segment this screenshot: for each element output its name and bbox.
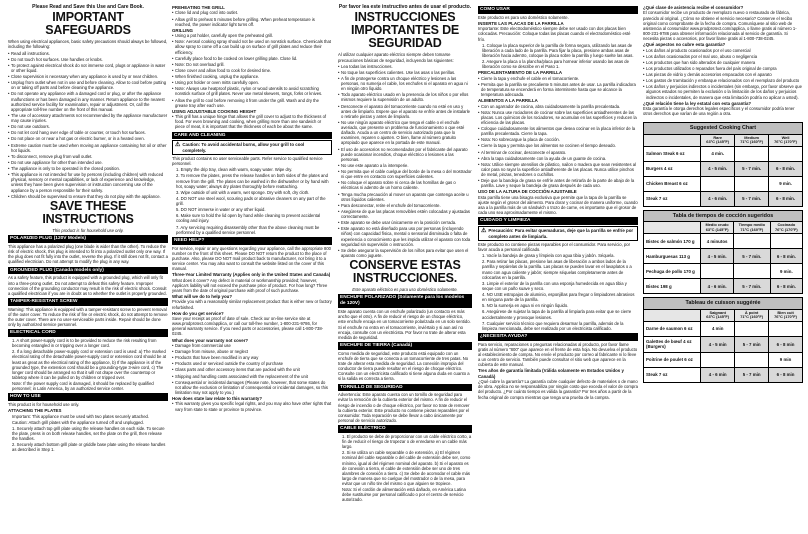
household-use-note: This product is for household use only. xyxy=(52,228,124,234)
tamper-screw-heading: TAMPER-RESISTANT SCREW xyxy=(8,298,168,306)
list-item: • Do not use outdoors. xyxy=(8,124,168,129)
time-cell: 4 minutos xyxy=(701,234,734,249)
electrical-cord-heading: ELECTRICAL CORD xyxy=(8,329,168,337)
what-do-list xyxy=(172,343,332,395)
food-cell: Chicken Breast 6 oz xyxy=(644,176,701,191)
es-safeguards-list xyxy=(338,64,472,258)
es-cord-list xyxy=(338,434,472,503)
list-item: • No toque las superficies calientes. Use las asas o las perillas. xyxy=(338,70,472,75)
english-safeguards-column xyxy=(8,4,168,454)
list-item: 6. Make sure to hold the lid open by hand while cleaning to prevent accidental cooling and injury. xyxy=(176,213,321,224)
time-cell: 4 - 5 min. xyxy=(701,161,735,176)
list-item: • Glass parts and other accessory items that are packed with the unit xyxy=(172,367,332,372)
header-temp: 76°C (170°F) xyxy=(774,139,797,145)
list-item: 3. Limpie el exterior de la parrilla con una esponja humedecida en agua tibia y seque con un paño suave y seco. xyxy=(482,280,627,291)
list-item: • Do not let cord hang over edge of table or counter, or touch hot surfaces. xyxy=(8,130,168,135)
care-intro: This product contains no user serviceable parts. Refer service to qualified service personnel. xyxy=(172,156,323,167)
list-item: • Permita que la parrilla se precaliente 5 minutos antes de usar. La parrilla indicadora de temperatura se encenderá en forma intermitente hasta que se alcance la temperatura adecuada. xyxy=(478,82,638,97)
table-header-row xyxy=(644,309,803,321)
header-saignant xyxy=(701,309,735,321)
list-item: • Todo aparato eléctrico usado en la presencia de los niños o por ellos mismos requiere la supervisión de un adulto. xyxy=(338,92,472,102)
grounded-plug-heading: GROUNDED PLUG (Canada models only) xyxy=(8,267,168,275)
food-cell: Steak 7 oz xyxy=(644,191,701,206)
es-grounded-text: Como medida de seguridad, este producto está equipado con un enchufe de tierra que se conecta a un tomacorriente de tres patas. No trate de alterar esta medida de seguridad. La conexión impropia del conductor de tierra puede resultar en el riesgo de choque eléctrico. Consulte con un electricista calificado si tiene alguna duda en cuanto a si la salida es correcta a tierra. xyxy=(338,350,470,382)
read-notice: Please Read and Save this Use and Care Book. xyxy=(32,4,144,10)
time-cell xyxy=(735,321,769,336)
safeguards-list xyxy=(8,51,168,199)
food-cell: Poitrine de poulet 6 oz xyxy=(644,352,701,367)
list-item: • Los daños y perjuicios indirectos o incidentales (sin embargo, por favor observe que algunos estados no permiten la exclusión o la limitación de los daños y perjuicios indirectos o incidentales, de manera que esta limitación podría no aplicar a usted). xyxy=(643,84,803,99)
list-item: • Al terminar de cocinar, desconecte el aparato. xyxy=(478,150,638,155)
how-to-use-intro: This product is for household use only. xyxy=(8,402,80,408)
list-item: • Using pot holder or oven mitts carefully open. xyxy=(172,80,332,85)
time-cell xyxy=(770,234,802,249)
list-item: • No use este aparato a la intemperie. xyxy=(338,163,472,168)
list-item: • Carefully place food to be cooked on lower grilling plate. Close lid. xyxy=(172,56,332,61)
es-cord-heading: CABLE ELÉCTRICO xyxy=(338,425,472,433)
list-item: 6. Asegúrese de sujetar la tapa de la parrilla al limpiarla para evitar que se cierre accidentalmente y provoque lesiones. xyxy=(482,309,632,320)
list-item: • Extreme caution must be used when moving an appliance containing hot oil or other hot liquids. xyxy=(8,143,168,153)
es-attach-list xyxy=(478,43,638,70)
preheating-list xyxy=(172,10,332,26)
header-well xyxy=(769,134,803,146)
how-to-use-heading: HOW TO USE xyxy=(8,393,168,401)
table-row xyxy=(644,146,803,161)
header-label: Cocinado xyxy=(777,222,796,228)
list-item: • Los productos utilizados o reparados fuera del país original de compra xyxy=(643,66,803,71)
list-item: 2. Si se utiliza un cable separable o de extensión, a) El régimen nominal del cable separable o del cable de extensión debe ser, como mínimo, igual al del régimen nominal del aparato. b) Si el aparato es de conexión a tierra, el cable de extensión debe ser uno de tres alambres de conexión a tierra. c) Se debe de acomodar el cable más largo de manera que no cuelgue del mostrador o de la mesa, para evitar que un niño tire del mismo o que alguien se tropiece. xyxy=(342,450,471,487)
list-item: 2. If a long detachable power-supply cord or extension cord is used: a) The marked electrical rating of the detachable power-supply cord or extension cord should be at least as great as the electrical rating of the appliance, b) If the appliance is of the grounded type, the extension cord should be a grounding-type 3-wire cord, c) The longer cord should be arranged so that it will not drape over the countertop or tabletop where it can be pulled on by children or tripped over. xyxy=(12,349,167,380)
header-tiempo-medio xyxy=(733,222,770,234)
spanish-warranty-and-charts-column xyxy=(643,4,803,386)
time-cell xyxy=(769,321,803,336)
time-cell: 4 - 6 min. xyxy=(701,191,735,206)
list-item: • Se debe asegurar la supervisión de los niños para evitar que usen el aparato como juguete. xyxy=(338,248,472,258)
time-cell xyxy=(769,146,803,161)
header-temp: 71°C (160°F) xyxy=(740,314,764,320)
list-item: • Nota: Utilice siempre utensilios de plástico, nailon o madera que sean resistentes al calor para no rayar la superficie antiadherente de las placas. Nunca utilice pinchos de metal, pinzas, tenedores o cuchillos. xyxy=(478,162,638,177)
list-item: • Do not touch hot surfaces. Use handles or knobs. xyxy=(8,57,168,62)
es-read-notice: Por favor lea este instructivo antes de usar el producto. xyxy=(338,4,472,10)
es-howto-heading: COMO USAR xyxy=(478,6,638,14)
time-cell xyxy=(733,264,770,279)
time-cell: 4 - 5 min. xyxy=(701,249,734,264)
list-item: 2. Securely attach bottom grill plate or griddle base plate using the release handles as described in Step 1. xyxy=(12,442,166,453)
list-item: 2. Para retirar las placas, presione las asas de liberación a ambos lados de la parrilla y sepárelas de la parrilla. Las placas se pueden lavar en el lavaplatos o a mano con agua caliente y jabón; siempre séquelas completamente antes de colocarlas en la parrilla. xyxy=(482,259,632,280)
es-notcovered-list xyxy=(643,48,803,100)
list-item: 4. DO NOT use steel wool, scouring pads or abrasive cleaners on any part of the grill. xyxy=(176,195,326,207)
food-cell: Pechuga de pollo 170 g xyxy=(644,264,701,279)
time-cell: 4 - 5 min xyxy=(701,336,735,352)
list-item: • Products used or serviced outside the country of purchase xyxy=(172,361,332,366)
header-label: Rare xyxy=(713,134,723,140)
list-item: • Nota: No sobrecargue la placa de cocción. xyxy=(478,137,638,142)
list-item: • Desconecte el aparato del tomacorriente cuando no esté en uso y antes de limpiarlo. Espere que el aparato se enfríe antes de instalarle o retirarle piezas y antes de limpiarlo. xyxy=(338,104,472,119)
es-preheat-heading: PRECALENTAMIENTO DE LA PARRILLA xyxy=(478,70,562,76)
cooking-guide-table xyxy=(643,122,803,207)
list-item: • No coloque el aparato sobre ni cerca de las hornillas de gas o eléctricas ni adentro de un horno caliente. xyxy=(338,180,472,190)
list-item: • El uso de accesorios no recomendados por el fabricante del aparato puede ocasionar incendios, choque eléctrico o lesiones a las personas. xyxy=(338,147,472,162)
fr-cooking-table xyxy=(643,297,803,382)
es-safeguards-intro: Al utilizar cualquier aparato eléctrico siempre deben tomarse precauciones básicas de seguridad, incluyendo las siguientes: xyxy=(338,52,454,63)
grilling-list xyxy=(172,33,332,108)
time-cell: 6 - 8 min. xyxy=(769,161,803,176)
header-label: Well xyxy=(781,134,790,140)
list-item: • Nota: Nunca use rociadores de cocinar sobre las superficies antiadherentes de las placas. Los químicos de los rociadores, se acumulan en las superficies y reducen la eficiencia de las placas. xyxy=(478,110,638,125)
time-cell: 6 - 8 min. xyxy=(770,249,802,264)
es-cooking-times-table xyxy=(643,210,803,295)
spanish-use-care-column xyxy=(478,4,638,401)
list-item: • Consequential or incidental damages (Please note, however, that some states do not allow the exclusion or limitation of consequential or incidental damages, so this limitation may not apply to you.) xyxy=(172,380,332,395)
time-cell xyxy=(735,352,769,367)
list-item: • No permita que el cable cuelgue del borde de la mesa o del mostrador ni que entre en contacto con superficies calientes. xyxy=(338,169,472,179)
list-item: 1. El producto se debe de proporcionar con un cable eléctrico corto, a fin de reducir el riesgo de tropezar o de enredarse en un cable más largo. xyxy=(342,433,472,450)
list-item: 1. Vacíe la bandeja de grasa y límpiela con agua tibia y jabón. Séquela. xyxy=(482,253,615,259)
es-notcovered-heading: ¿Qué aspectos no cubre esta garantía? xyxy=(643,42,726,48)
header-label: À point xyxy=(744,309,759,315)
list-item: • Los productos que han sido alterados de cualquier manera xyxy=(643,60,803,65)
header-label: Bien cuit xyxy=(777,309,794,315)
english-use-care-column xyxy=(172,4,332,413)
es-howto-intro: Este producto es para uso doméstico solamente. xyxy=(478,14,569,20)
es-state-text: Esta garantía le otorga derechos legales específicos y el consumidor podría tener otros derechos que varían de una región a otra. xyxy=(643,106,795,117)
warranty-text: What does it cover? Any defect in material or workmanship provided; however, Applica's liability will not exceed the purchase price of product. For how long? Three years from the date of original purchase with proof of such purchase. xyxy=(172,277,328,293)
food-cell: Hamburguesas 113 g xyxy=(644,249,701,264)
header-label: Saignant xyxy=(709,309,726,315)
es-tamper-text: Advertencia: Este aparato cuenta con un tornillo de seguridad para evitar la remoción de la cubierta exterior del mismo. A fin de reducir el riesgo de incendio o de choque eléctrico, por favor no trate de remover la cubierta exterior. Este producto no contiene piezas reparables por el consumidor. Toda reparación se debe llevar a cabo únicamente por personal de servicio autorizado. xyxy=(338,392,470,423)
list-item: • Las piezas de vidrio y demás accesorios empacados con el aparato xyxy=(643,72,803,77)
es-care-caution-box xyxy=(478,226,638,241)
save-instructions-title: SAVE THESE INSTRUCTIONS xyxy=(42,198,134,226)
time-cell: 5 - 7 min. xyxy=(733,249,770,264)
list-item: • Note: Always use heatproof plastic, nylon or wood utensils to avoid scratching nonstick surface of grill plates. Never use metal skewers, tongs, forks or knives. xyxy=(172,86,332,96)
es-hinge-text: Esta parrilla tiene una bisagra exclusiva que permite que la tapa de la parrilla se ajuste según el grosor del alimento. Para dorar y cocinar de manera uniforme, cuando asa a la parrilla más de un sándwich o trozo de carne, es importante que el grosor de cada uno sea aproximadamente el mismo. xyxy=(478,194,638,216)
list-item: • Products that have been modified in any way xyxy=(172,355,332,360)
food-cell: Bistec de salmón 170 g xyxy=(644,234,701,249)
header-blank xyxy=(644,309,701,321)
time-cell xyxy=(735,176,769,191)
spanish-safeguards-column xyxy=(338,4,472,504)
header-blank xyxy=(644,134,701,146)
header-temp: 63°C (145°F) xyxy=(705,226,729,232)
table-row xyxy=(644,161,803,176)
list-item: • Este aparato no está diseñado para uso por personas (incluyendo niños) con capacidad física, mental o sensorial disminuida o falta de experiencia o conocimiento que les impida utilizar el aparato con toda seguridad sin supervisión o instrucción. xyxy=(338,226,472,247)
header-temp: 71°C (160°F) xyxy=(740,226,764,232)
list-item: • Using a pot holder, carefully open the preheated grill. xyxy=(172,33,332,38)
header-medium xyxy=(735,134,769,146)
list-item: • Este aparato se debe usar únicamente en la posición cerrada. xyxy=(338,220,472,225)
list-item: • Shipping and handling costs associated with the replacement of the unit xyxy=(172,374,332,379)
list-item: • Cierre la tapa y permita que los alimentos se cocinen el tiempo deseado. xyxy=(478,143,638,148)
time-cell: 5 - 7 min. xyxy=(735,191,769,206)
list-item: Nota: Si el cordón de alimentación está dañado, en América Latina debe sustituirse por personal calificado o por el centro de servicio autorizado. xyxy=(342,487,466,503)
header-label: Medio crudo xyxy=(705,222,729,228)
care-list xyxy=(172,167,332,235)
time-cell xyxy=(701,352,735,367)
hinge-list xyxy=(172,114,332,129)
list-item: • Do not place on or near a hot gas or electric burner, or in a heated oven. xyxy=(8,136,168,141)
header-temp: 76°C (170°F) xyxy=(774,226,798,232)
attach-plates-list xyxy=(8,414,168,453)
time-cell: 6 - 8 min. xyxy=(769,191,803,206)
es-grilling-heading: ALIMENTOS A LA PARRILLA xyxy=(478,98,538,104)
list-item: • Abra la tapa cuidadosamente con la ayuda de un guante de cocina. xyxy=(478,156,638,161)
safeguards-intro: When using electrical appliances, basic safety precautions should always be followed, including the following: xyxy=(8,39,168,50)
need-help-text: For service, repair or any questions regarding your appliance, call the appropriate 800 number on the front of this sheet. Please DO NOT return the product to the place of purchase. Also, please DO NOT mail product back to manufacturer, nor bring it to a service center. You may also want to consult the website listed on the cover of this manual. xyxy=(172,245,331,272)
list-item: • Los gastos de tramitación y embarque relacionados con el reemplazo del producto xyxy=(643,78,803,83)
time-cell: 4 - 6 min. xyxy=(701,279,734,294)
es-grilling-list xyxy=(478,104,638,189)
header-temp: 76°C (170°F) xyxy=(774,314,797,320)
es-help-text: Para servicio, reparaciones o preguntas relacionadas al producto, por favor llame gratis al número "800" que aparece en el frente de esta hoja. No devuelva el producto al establecimiento de compra. No envíe el producto por correo al fabricante ni lo lleve a un centro de servicio. También puede consultar el sitio web que aparece en la cubierta de este manual. xyxy=(478,341,638,368)
list-item: • Close supervision is necessary when any appliance is used by or near children. xyxy=(8,74,168,79)
list-item: • Coloque cuidadosamente los alimentos que desea cocinar en la placa inferior de la parrilla precalentada. Cierre la tapa. xyxy=(478,126,638,136)
header-bien-cuit xyxy=(769,309,803,321)
food-cell: Salmon Steak 6 oz xyxy=(644,146,701,161)
not-covered-list xyxy=(172,401,332,411)
list-item: 2. Asegure la placa o la plancha/placa para hornear inferior usando las asas de liberación como se describe en el Paso 1. xyxy=(482,59,629,70)
cooking-guide-title: Suggested Cooking Chart xyxy=(643,122,803,134)
electrical-cord-list xyxy=(8,338,168,391)
es-help-heading: ¿NECESITA AYUDA? xyxy=(478,333,638,341)
list-item: • Read all instructions. xyxy=(8,51,168,56)
es-care-intro: Este producto no contiene piezas reparables por el consumidor. Para servicio, por favor acuda a personal calificado. xyxy=(478,241,630,253)
fr-cooking-title: Tableau de cuisson suggérée xyxy=(643,297,803,309)
time-cell xyxy=(735,146,769,161)
list-item: • Note: Aerosol cooking spray should not be used on nonstick surface. Chemicals that allow spray to come off a can build up on surface of grill plates and reduce their efficiency. xyxy=(172,39,332,54)
list-item: • Do not operate any appliance with a damaged cord or plug, or after the appliance malfunctions or has been damaged in any manner. Return appliance to the nearest authorized service facility for examination, repair or adjustment. Or, call the appropriate toll-free number on the front of this manual. xyxy=(8,91,168,112)
list-item: • Close cover and allow food to cook for desired time. xyxy=(172,68,332,73)
es-covered-text: El consumidor recibe un producto de reemplazo nuevo o restaurado de fábrica, parecido al original. ¿Cómo se obtiene el servicio necesario? Conserve el recibo original como comprobante de la fecha de compra. Comuníquese al sitio web de asistencia al consumidor www.prodprotect.com/applica, o llame gratis al número 1-800-231-9786 para obtener información relacionada al servicio de garantía. Si necesita piezas o accesorios, por favor llame gratis al 1-800-738-0245. xyxy=(643,10,797,41)
time-cell: 9 min xyxy=(769,352,803,367)
list-item: • To protect against electrical shock do not immerse cord, plugs or appliance in water or other liquid. xyxy=(8,63,168,73)
list-item: Important: This appliance must be used with two plates securely attached. xyxy=(12,413,150,419)
time-cell xyxy=(701,176,735,191)
food-cell: Burgers 4 oz xyxy=(644,161,701,176)
es-warranty-heading: Tres años de garantía limitada (Válida solamente en Estados Unidos y Canadá) xyxy=(478,368,624,379)
safeguards-title: IMPORTANT SAFEGUARDS xyxy=(45,10,131,38)
list-item: • Do not use appliance for other than intended use. xyxy=(8,160,168,165)
what-covered-text: Provide you with a reasonably similar replacement product that is either new or factory refurbished. xyxy=(172,299,332,310)
need-help-heading: NEED HELP? xyxy=(172,237,332,245)
list-item: • No use ningún aparato eléctrico que tenga el cable o el enchufe averiado, que presente un problema de funcionamiento o que esté dañado. Acuda a un centro de servicio autorizado para que lo examinen, reparen o ajusten. O bien, llame al número gratuito apropiado que aparece en la portada de este manual. xyxy=(338,120,472,146)
food-cell: Galettes de bœuf 4 oz (Burgers) xyxy=(644,336,701,352)
list-item: • Con un agarrador de cocina, abra cuidadosamente la parrilla precalentada. xyxy=(478,104,638,109)
list-item: • This grill has a unique hinge that allows the grill cover to adjust to the thickness of food. For even browning and cooking, when grilling more than one sandwich or piece of meat, it is important that the thickness of each be about the same. xyxy=(172,114,332,129)
header-temp: 63°C (145°F) xyxy=(706,314,730,320)
list-item: • A fin de protegerse contra un choque eléctrico y lesiones a las personas, no sumerja el cable, los enchufes ni el aparato en agua ni en ningún otro líquido. xyxy=(338,76,472,91)
es-cooking-times-title: Tabla de tiempos de cocción sugeridos xyxy=(643,210,803,222)
care-cleaning-heading: CARE AND CLEANING xyxy=(172,132,332,140)
time-cell: 4 min. xyxy=(701,146,735,161)
list-item: • The appliance is only to be operated in the closed position. xyxy=(8,166,168,171)
es-polarized-heading: ENCHUFE POLARIZADO (Solamente para los modelos de 120V) xyxy=(338,294,472,308)
list-item: • Lea todas las instrucciones. xyxy=(338,64,472,69)
header-blank xyxy=(644,222,701,234)
header-label: Tiempo medio xyxy=(738,222,765,228)
food-cell: Steak 7 oz xyxy=(644,367,701,382)
time-cell: 4 min xyxy=(701,321,735,336)
table-row xyxy=(644,191,803,206)
es-hinge-heading: USO DE LA ALTURA DE COCCIÓN AJUSTABLE xyxy=(478,189,577,195)
table-row xyxy=(644,321,803,336)
list-item: • Cierre la tapa y enchufe el cable en el tomacorriente. xyxy=(478,76,638,81)
table-row xyxy=(644,367,803,382)
list-item: • Tenga mucha precaución al mover un aparato que contenga aceite u otros líquidos calientes. xyxy=(338,192,472,202)
list-item: 3. Wipe outside of unit with a warm, wet sponge. Dry with soft, dry cloth. xyxy=(176,189,310,195)
list-item: • This warranty gives you specific legal rights, and you may also have other rights that vary from state to state or province to province. xyxy=(172,401,332,411)
attach-plates-heading: ATTACHING THE PLATES xyxy=(8,408,62,414)
warning-icon: ⚠ xyxy=(175,142,181,149)
es-preheat-list xyxy=(478,76,638,98)
list-item: • Damage from misuse, abuse or neglect xyxy=(172,349,332,354)
polarized-plug-text: This appliance has a polarized plug (one blade is wider than the other). To reduce the risk of electric shock, this plug is intended to fit into a polarized outlet only one way. If the plug does not fit fully into the outlet, reverse the plug. If it still does not fit, contact a qualified electrician. Do not attempt to modify the plug in any way. xyxy=(8,244,168,265)
header-medio-crudo xyxy=(701,222,734,234)
list-item: 5. DO NOT immerse in water or any other liquid. xyxy=(176,207,266,213)
list-item: • Deje que la bandeja de grasa se enfríe antes de retirarla de la parte de abajo de la parrilla. Lave y seque la bandeja de grasa después de cada uso. xyxy=(478,178,638,188)
list-item: 1. A short power-supply cord is to be provided to reduce the risk resulting from becoming entangled in or tripping over a longer cord. xyxy=(12,338,157,349)
time-cell: 5 - 7 min xyxy=(735,367,769,382)
what-do-heading: What does your warranty not cover? xyxy=(172,337,249,343)
grounded-plug-text: As a safety feature, this product is equipped with a grounded plug, which will only fit into a three-prong outlet. Do not attempt to defeat this safety feature. Improper connection of the grounding conductor may result in the risk of electric shock. Consult a qualified electrician if you are in doubt as to whether the outlet is properly grounded. xyxy=(8,275,167,296)
list-item: • Allow the grill to cool before removing it from under the grill. Wash and dry the grease tray after each use. xyxy=(172,98,332,108)
table-header-row xyxy=(644,222,803,234)
list-item: 7. Cualquier servicio técnico que requiera desarmar la parrilla, además de la limpieza mencionada, debe ser realizado por un electricista calificado. xyxy=(482,320,624,331)
how-long-heading: How do you get service? xyxy=(172,310,224,316)
not-covered-heading: How does state law relate to this warranty? xyxy=(172,396,263,402)
table-row xyxy=(644,249,803,264)
list-item: • Note: Do not overload grill. xyxy=(172,62,332,67)
header-a-point xyxy=(735,309,769,321)
care-caution-box xyxy=(172,140,332,155)
es-polarized-text: Este aparato cuenta con un enchufe polarizado (un contacto es más ancho que el otro). A fin de reducir el riesgo de un choque eléctrico, este enchufe encaja en un tomacorriente polarizada en un solo sentido. Si el enchufe no entra en el tomacorriente, inviértalo y si aun así no encaja, consulte con un electricista. Por favor no trate de alterar esta medida de seguridad. xyxy=(338,309,471,340)
food-cell: Darne de saumon 6 oz xyxy=(644,321,701,336)
warranty-heading: Three-Year Limited Warranty (Applies only in the United States and Canada) xyxy=(172,272,331,278)
list-item: 7. Any servicing requiring disassembly other than the above cleaning must be performed by a qualified service personnel. xyxy=(176,224,320,235)
es-attach-intro: Importante: Este electrodoméstico siempre debe ser usado con dos placas bien colocadas. Precaución: Coloque todas las placas cuando el electrodoméstico esté frío. xyxy=(478,26,631,42)
fr-cooking-body xyxy=(644,321,803,382)
list-item: 4. NO USE estropajos de aluminio, esponjillas para fregar o limpiadores abrasivos en ninguna parte de la parrilla. xyxy=(482,292,635,303)
table-header-row xyxy=(644,134,803,146)
es-tamper-heading: TORNILLO DE SEGURIDAD xyxy=(338,384,472,392)
es-care-list xyxy=(478,253,638,331)
list-item: 2. To remove the plates, press the release handles on both sides of the plates and remove from the grill. The plates can be washed in the dishwasher or by hand with hot, soapy water; always dry plates thoroughly before reattaching. xyxy=(176,173,329,189)
header-temp: 63°C (145°F) xyxy=(706,139,730,145)
list-item: • Los daños ocasionados por el mal uso, abuso o negligencia xyxy=(643,54,803,59)
time-cell: 9 min. xyxy=(770,264,802,279)
list-item: • Close lid and plug cord into outlet. xyxy=(172,10,332,15)
es-grounded-heading: ENCHUFE DE TIERRA (Canadá) xyxy=(338,342,472,350)
time-cell: 5 - 7 min xyxy=(735,336,769,352)
hinge-heading: USING ADJUSTABLE COOKING HEIGHT xyxy=(172,108,257,114)
list-item: • To disconnect, remove plug from wall outlet. xyxy=(8,154,168,159)
list-item: • When finished cooking, unplug the appliance. xyxy=(172,74,332,79)
cooking-guide-body xyxy=(644,146,803,206)
list-item: • Children should be supervised to ensure that they do not play with the appliance. xyxy=(8,194,168,199)
es-warranty-text: ¿Qué cubre la garantía? La garantía cubre cualquier defecto de materiales o de mano de obra. Applica no se responsabiliza por ningún costo que exceda el valor de compra del producto. ¿Por cuánto tiempo es válida la garantía? Por tres años a partir de la fecha original de compra mientras que tenga una prueba de la compra. xyxy=(478,379,638,400)
care-caution-text: Caution: To avoid accidental burns, allow your grill to cool completely. xyxy=(182,142,305,153)
list-item: 1. Empty the drip tray, clean with warm, soapy water. Wipe dry. xyxy=(176,167,293,173)
header-label: Medium xyxy=(744,134,759,140)
table-row xyxy=(644,336,803,352)
table-row xyxy=(644,176,803,191)
time-cell: 5 - 7 min. xyxy=(733,279,770,294)
es-cooking-times-body xyxy=(644,234,803,294)
es-save-title: CONSERVE ESTAS INSTRUCCIONES. xyxy=(349,258,461,286)
table-row xyxy=(644,352,803,367)
list-item: 1. Securely attach top grill plate using the release handles on each side. To secure the plate, press in on both release handles, set the plate on the grill, then release the handles. xyxy=(12,425,165,442)
what-covered-heading: What will we do to help you? xyxy=(172,294,233,300)
time-cell: 4 - 6 min xyxy=(701,367,735,382)
list-item: • This appliance is not intended for use by persons (including children) with reduced physical, sensory or mental capabilities, or lack of experience and knowledge, unless they have been given supervision or instruction concerning use of the appliance by a person responsible for their safety. xyxy=(8,172,168,193)
list-item: • Allow grill to preheat 5 minutes before grilling. When preheat temperature is reached, the power indicator light turns off. xyxy=(172,17,332,27)
es-household-note: Este aparato eléctrico es para uso doméstico solamente. xyxy=(352,287,458,293)
list-item: Note: If the power supply cord is damaged, it should be replaced by qualified personnel; in Latin America, by an authorized service center. xyxy=(12,381,154,392)
list-item: • Damage from commercial use xyxy=(172,343,332,348)
food-cell: Bistec 198 g xyxy=(644,279,701,294)
tamper-screw-text: Warning: This appliance is equipped with a tamper-resistant screw to prevent removal of the outer cover. To reduce the risk of fire or electric shock, do not attempt to remove the outer cover. There are no user-serviceable parts inside. Repair should be done only by authorized service personnel. xyxy=(8,306,168,328)
preheating-heading: PREHEATING THE GRILL xyxy=(172,5,225,10)
time-cell xyxy=(701,264,734,279)
time-cell: 6 - 8 min xyxy=(769,367,803,382)
how-long-text: Save your receipt as proof of date of sale. Check our on-line service site at www.prodprotect.com/applica, or call our toll-free number, 1-800-231-9786, for general warranty service. If you need parts or accessories, please call 1-800-738-0245. xyxy=(172,316,324,337)
table-row xyxy=(644,279,803,294)
polarized-plug-heading: POLARIZED PLUG (120V Models) xyxy=(8,235,168,243)
es-attach-heading: INSERTE LAS PLACAS DE LA PARRILLA xyxy=(478,20,564,26)
header-temp: 71°C (160°F) xyxy=(740,139,764,145)
time-cell: 6 - 8 min xyxy=(769,336,803,352)
list-item: • Unplug from outlet when not in use and before cleaning. Allow to cool before putting on or taking off parts and before cleaning the appliance. xyxy=(8,80,168,90)
time-cell: 6 - 8 min. xyxy=(770,279,802,294)
list-item: • Los daños al producto ocasionados por el uso comercial xyxy=(643,48,803,53)
warning-icon: ⚠ xyxy=(481,228,487,235)
es-care-caution-text: Precaución: Para evitar quemaduras, deje que la parrilla se enfríe por completo antes de limpiarla. xyxy=(488,228,634,239)
header-cocinado xyxy=(770,222,802,234)
list-item: Caution: Attach grill plates with the appliance turned off and unplugged. xyxy=(12,419,144,425)
es-safeguards-title: INSTRUCCIONES IMPORTANTES DE SEGURIDAD xyxy=(350,10,460,51)
time-cell xyxy=(733,234,770,249)
es-state-heading: ¿Qué relación tiene la ley estatal con esta garantía? xyxy=(643,100,752,106)
list-item: 1. Coloque la placa superior de la parrilla de forma segura, utilizando las asas de liberación a cada lado de la parrilla. Para fijar la placa, presione ambas asas de liberación hacia adentro, coloque la placa sobre la parrilla y luego suelte las asas. xyxy=(482,42,634,58)
es-covered-heading: ¿Qué clase de asistencia recibe el consumidor? xyxy=(643,5,744,10)
table-row xyxy=(644,264,803,279)
header-rare xyxy=(701,134,735,146)
table-row xyxy=(644,234,803,249)
list-item: • Asegúrese de que las placas removibles estén colocadas y ajustadas correctamente. xyxy=(338,209,472,219)
es-care-heading: CUIDADO Y LIMPIEZA xyxy=(478,217,638,225)
grilling-heading: GRILLING xyxy=(172,27,193,33)
time-cell: 5 - 7 min. xyxy=(735,161,769,176)
time-cell: 9 min. xyxy=(769,176,803,191)
list-item: • Para desconectar, retire el enchufe del tomacorriente. xyxy=(338,203,472,208)
list-item: 5. NO la sumerja en agua ni en ningún líquido. xyxy=(482,303,569,309)
list-item: • The use of accessory attachments not recommended by the appliance manufacturer may cause injuries. xyxy=(8,113,168,123)
